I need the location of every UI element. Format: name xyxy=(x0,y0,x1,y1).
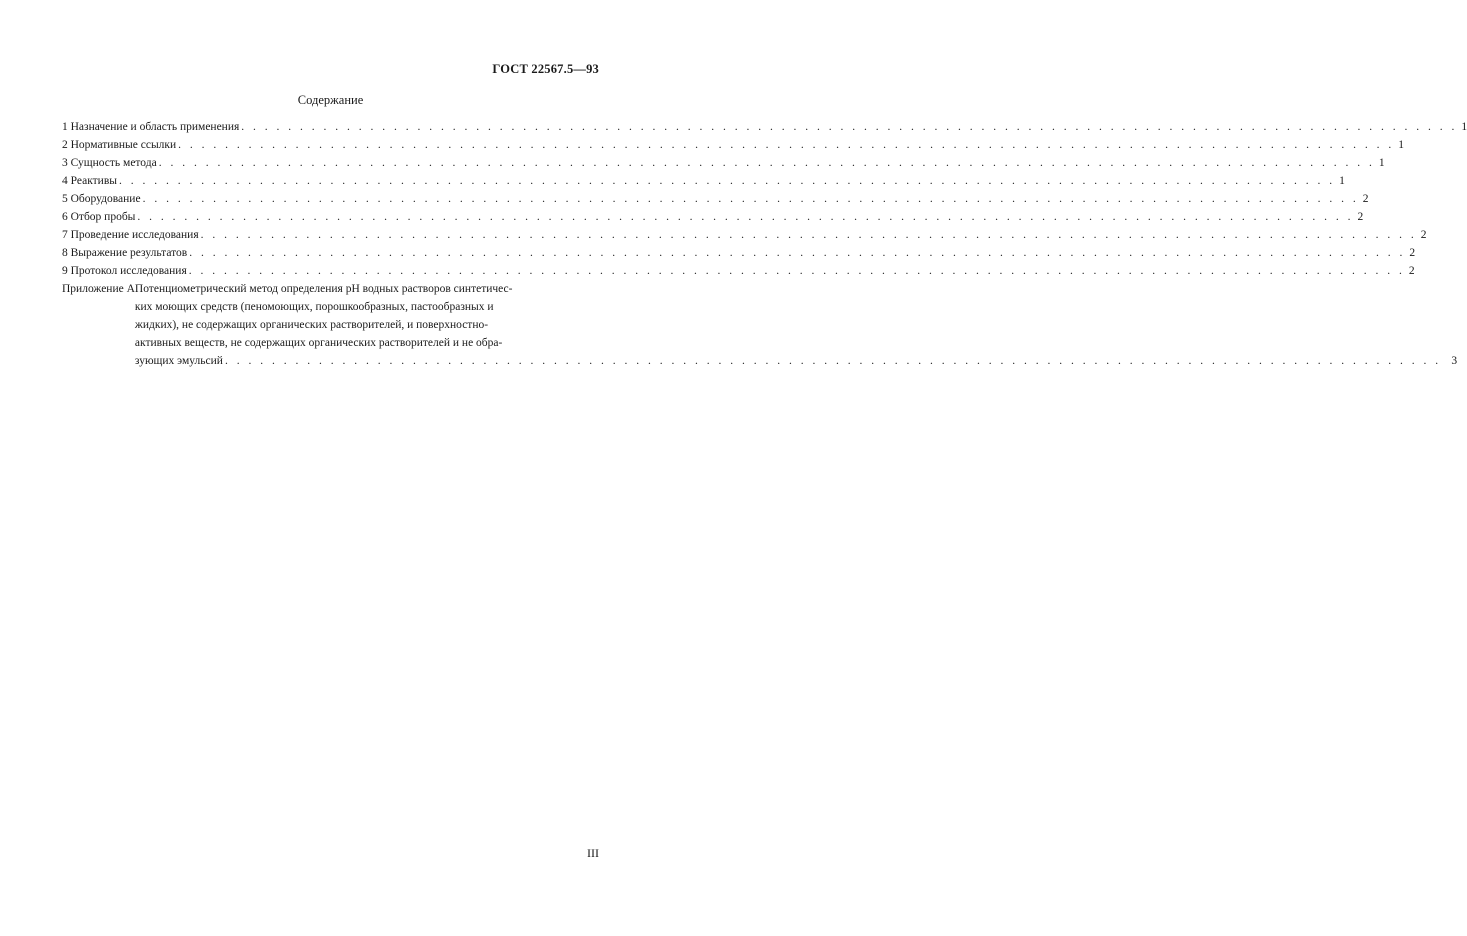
toc-leader-dots xyxy=(119,172,1335,190)
table-of-contents xyxy=(62,118,1467,370)
toc-entry-page: 2 xyxy=(1420,229,1427,241)
toc-entry-page: 1 xyxy=(1398,139,1405,151)
toc-entry-label: 3 Сущность метода xyxy=(62,157,157,169)
toc-leader-dots xyxy=(201,226,1417,244)
appendix-title-line: ких моющих средств (пеномоющих, порошкообразных, пастообразных и xyxy=(134,301,494,313)
toc-entry-label: 8 Выражение результатов xyxy=(62,247,188,259)
toc-leader-dots xyxy=(143,190,1359,208)
toc-title: Содержание xyxy=(297,93,364,107)
appendix-title-line: активных веществ, не содержащих органических растворителей и не обра- xyxy=(134,337,503,349)
toc-entry-label: 1 Назначение и область применения xyxy=(62,121,240,133)
toc-entry-label: 7 Проведение исследования xyxy=(62,229,199,241)
toc-entry-label: 2 Нормативные ссылки xyxy=(62,139,177,151)
toc-leader-dots xyxy=(225,352,1441,370)
toc-leader-dots xyxy=(178,136,1394,154)
toc-entry-page: 1 xyxy=(1339,175,1345,187)
appendix-page: 3 xyxy=(1451,355,1458,367)
toc-entry-page: 2 xyxy=(1408,265,1415,277)
toc-entry-page: 2 xyxy=(1357,211,1364,223)
toc-entry-page: 1 xyxy=(1378,157,1385,169)
appendix-title xyxy=(135,280,1457,370)
toc-entry[interactable] xyxy=(62,208,1364,226)
appendix-title-line: Потенциометрический метод определения pH водных растворов синтетичес- xyxy=(134,283,513,295)
toc-entry-label: 9 Протокол исследования xyxy=(62,265,187,277)
toc-leader-dots xyxy=(241,118,1457,136)
toc-entry[interactable] xyxy=(62,118,1467,136)
toc-entry[interactable] xyxy=(62,244,1416,262)
toc-entry-page: 2 xyxy=(1409,247,1416,259)
toc-entry[interactable] xyxy=(62,262,1415,280)
toc-entry-label: 4 Реактивы xyxy=(62,175,117,187)
toc-entry[interactable] xyxy=(62,154,1385,172)
toc-entry-page: 1 xyxy=(1461,121,1467,133)
toc-leader-dots xyxy=(159,154,1375,172)
toc-entry-page: 2 xyxy=(1362,193,1369,205)
toc-leader-dots xyxy=(137,208,1353,226)
page-number: III xyxy=(587,846,599,860)
toc-entry-label: 6 Отбор пробы xyxy=(62,211,136,223)
appendix-label: Приложение А xyxy=(62,283,135,295)
toc-leader-dots xyxy=(189,262,1405,280)
toc-entry[interactable] xyxy=(62,136,1405,154)
standard-code: ГОСТ 22567.5—93 xyxy=(492,62,599,76)
toc-entry[interactable] xyxy=(62,172,1345,190)
appendix-title-line: жидких), не содержащих органических растворителей, и поверхностно- xyxy=(134,319,489,331)
toc-appendix-entry[interactable] xyxy=(62,280,1458,370)
toc-leader-dots xyxy=(189,244,1405,262)
appendix-title-line: зующих эмульсий xyxy=(134,355,223,367)
toc-entry-label: 5 Оборудование xyxy=(62,193,141,205)
toc-entry[interactable] xyxy=(62,226,1427,244)
toc-entry[interactable] xyxy=(62,190,1369,208)
